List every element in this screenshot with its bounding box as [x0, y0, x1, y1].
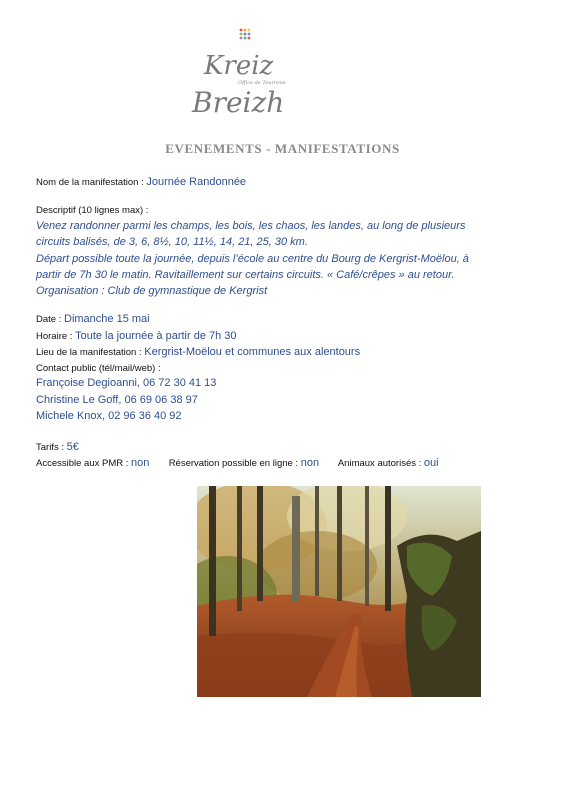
logo-dot	[240, 29, 243, 32]
contact-label: Contact public (tél/mail/web) :	[36, 363, 161, 374]
location-row	[36, 346, 360, 358]
schedule-row	[36, 330, 237, 342]
description-line: Départ possible toute la journée, depuis l’école au centre du Bourg de Kergrist-Moëlou, à	[36, 252, 469, 265]
date-label: Date :	[36, 314, 64, 325]
price-value: 5€	[66, 441, 79, 453]
description-text	[36, 218, 476, 299]
date-value: Dimanche 15 mai	[64, 313, 150, 325]
event-name-value: Journée Randonnée	[146, 176, 247, 188]
contact-entry: Françoise Degioanni, 06 72 30 41 13	[36, 377, 217, 389]
logo-dot	[244, 37, 247, 40]
location-label: Lieu de la manifestation :	[36, 347, 145, 358]
date-row	[36, 313, 150, 325]
event-name-row	[36, 176, 246, 188]
pmr-label: Accessible aux PMR :	[36, 458, 132, 469]
description-line: partir de 7h 30 le matin. Ravitaillement sur certains circuits. « Café/crêpes » au retour.	[36, 268, 455, 281]
forest-photo-illustration	[197, 486, 481, 697]
logo-text-breizh: Breizh	[192, 86, 285, 119]
description-line: Venez randonner parmi les champs, les bois, les chaos, les landes, au long de plusieurs	[36, 220, 466, 232]
description-line: circuits balisés, de 3, 6, 8½, 10, 11½, 14, 21, 25, 30 km.	[36, 236, 308, 249]
contact-entry: Michele Knox, 02 96 36 40 92	[36, 410, 182, 422]
online-booking-label: Réservation possible en ligne :	[168, 458, 301, 469]
access-row	[36, 457, 439, 469]
schedule-label: Horaire :	[36, 331, 76, 342]
price-label: Tarifs :	[36, 442, 67, 453]
contact-entry: Christine Le Goff, 06 69 06 38 97	[36, 394, 198, 406]
page-title: EVENEMENTS - MANIFESTATIONS	[165, 141, 400, 156]
pmr-value: non	[131, 457, 150, 469]
location-value: Kergrist-Moëlou et communes aux alentours	[144, 346, 361, 358]
kreiz-breizh-logo	[190, 26, 300, 130]
logo-text-kreiz: Kreiz	[204, 51, 274, 81]
logo-dot	[248, 29, 251, 32]
logo-dot	[248, 37, 251, 40]
price-row	[36, 441, 79, 453]
logo-dot	[248, 33, 251, 36]
description-label: Descriptif (10 lignes max) :	[36, 205, 149, 216]
logo-dot	[244, 29, 247, 32]
logo-dot	[240, 33, 243, 36]
description-line: Organisation : Club de gymnastique de Kergrist	[36, 285, 268, 298]
schedule-value: Toute la journée à partir de 7h 30	[75, 330, 237, 342]
animals-label: Animaux autorisés :	[337, 458, 424, 469]
event-name-label: Nom de la manifestation :	[36, 177, 147, 188]
logo-mark	[190, 26, 300, 130]
animals-value: oui	[423, 457, 439, 469]
logo-dot	[240, 37, 243, 40]
logo-text-small: Office de Tourisme	[238, 80, 286, 86]
logo-dot	[244, 33, 247, 36]
forest-path-photo	[197, 486, 481, 697]
online-booking-value: non	[300, 457, 320, 469]
